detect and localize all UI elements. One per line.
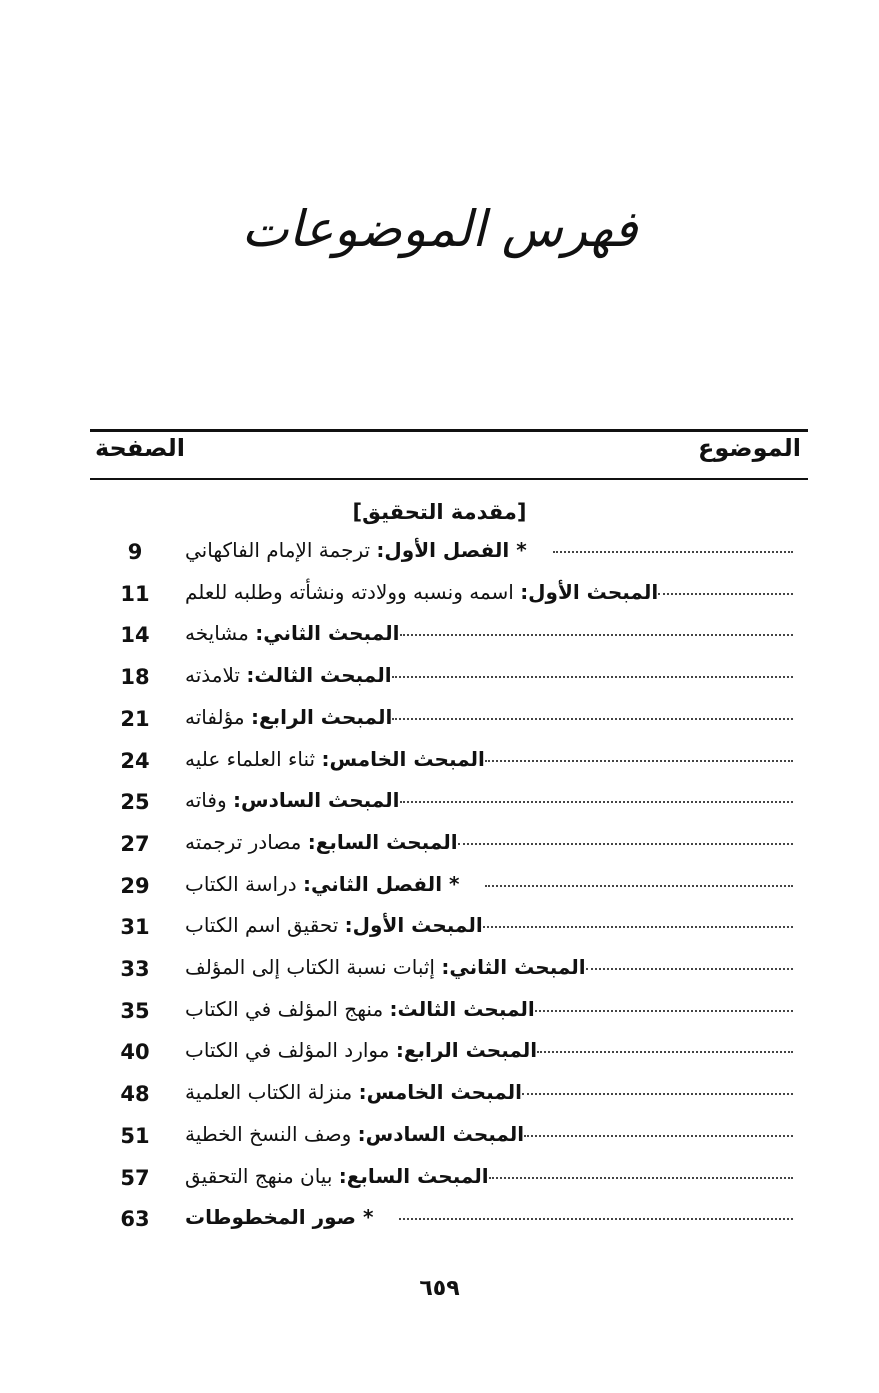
toc-row: [0, 1078, 879, 1120]
toc-row: [0, 1036, 879, 1078]
toc-entry: [185, 1122, 801, 1146]
toc-label-lead: المبحث السادس:: [232, 788, 400, 813]
toc-label-lead: * الفصل الثاني:: [302, 871, 460, 896]
toc-page-number: 31: [120, 915, 150, 940]
toc-page-number: 21: [120, 706, 150, 731]
toc-label-lead: المبحث الثالث:: [246, 663, 392, 688]
toc-label: [185, 955, 586, 979]
toc-page-number: 18: [120, 665, 150, 690]
toc-leader-dots: [399, 1218, 793, 1220]
toc-label-text: مصادر ترجمته: [185, 829, 302, 854]
page-number: ٦٥٩: [419, 1276, 460, 1301]
toc-label: [185, 663, 392, 687]
toc-label-lead: المبحث الأول:: [344, 913, 483, 938]
toc-row: [0, 1162, 879, 1204]
toc-entry: [185, 621, 801, 645]
toc-row: [0, 1120, 879, 1162]
toc-label-text: إثبات نسبة الكتاب إلى المؤلف: [185, 955, 435, 979]
toc-label: [185, 1205, 399, 1229]
toc-label-lead: المبحث الأول:: [520, 579, 659, 604]
toc-leader-dots: [586, 968, 793, 970]
toc-leader-dots: [524, 1135, 793, 1137]
toc-entry: [185, 1038, 801, 1062]
toc-leader-dots: [485, 885, 793, 887]
toc-entry: [185, 1205, 801, 1229]
toc-row: [0, 619, 879, 661]
toc-label: [185, 788, 400, 812]
toc-label: [185, 621, 400, 645]
toc-page-number: 29: [120, 873, 150, 898]
toc-row: [0, 828, 879, 870]
header-bottom-rule: [90, 478, 808, 480]
toc-label: [185, 1122, 524, 1146]
toc-entry: [185, 872, 801, 896]
toc-page-number: 35: [120, 998, 150, 1023]
toc-leader-dots: [400, 801, 793, 803]
toc-label-lead: المبحث الثاني:: [255, 621, 400, 646]
toc-label-lead: المبحث الثالث:: [389, 996, 535, 1021]
toc-label-lead: المبحث الثاني:: [441, 955, 586, 979]
toc-page-number: 25: [120, 790, 150, 815]
toc-page-number: 57: [120, 1165, 150, 1190]
toc-page-number: 9: [127, 540, 143, 564]
toc-row: [0, 870, 879, 912]
toc-label-text: موارد المؤلف في الكتاب: [185, 1038, 390, 1063]
column-header-topic: الموضوع: [697, 434, 801, 462]
column-header-page: الصفحة: [95, 434, 186, 462]
toc-row: [0, 536, 879, 578]
toc-row: [0, 786, 879, 828]
toc-label: [185, 1038, 537, 1062]
toc-leader-dots: [658, 593, 793, 595]
toc-entry: [185, 830, 801, 854]
toc-page-number: 33: [120, 957, 150, 981]
toc-label-lead: المبحث الخامس:: [358, 1080, 523, 1105]
toc-entry: [185, 1080, 801, 1104]
toc-leader-dots: [553, 551, 793, 553]
header-top-rule: [90, 429, 808, 432]
toc-row: [0, 1203, 879, 1245]
toc-leader-dots: [392, 718, 793, 720]
toc-row: [0, 953, 879, 995]
toc-entry: [185, 663, 801, 687]
toc-row: [0, 745, 879, 787]
section-heading: [مقدمة التحقيق]: [352, 500, 527, 524]
toc-leader-dots: [535, 1010, 793, 1012]
toc-page-number: 51: [120, 1123, 150, 1148]
toc-entry: [185, 538, 801, 562]
toc-row: [0, 911, 879, 953]
toc-label: [185, 997, 535, 1021]
toc-label-text: وفاته: [185, 788, 227, 813]
toc-leader-dots: [485, 760, 793, 762]
toc-leader-dots: [400, 634, 794, 636]
toc-leader-dots: [522, 1093, 793, 1095]
toc-label-lead: المبحث السادس:: [357, 1121, 525, 1146]
toc-label: [185, 830, 458, 854]
toc-leader-dots: [537, 1051, 793, 1053]
toc-page-number: 27: [120, 831, 150, 856]
toc-entry: [185, 955, 801, 979]
toc-label-text: ثناء العلماء عليه: [185, 746, 316, 771]
toc-leader-dots: [489, 1177, 793, 1179]
toc-leader-dots: [483, 926, 793, 928]
toc-label-lead: المبحث الرابع:: [395, 1038, 538, 1063]
toc-label: [185, 872, 485, 896]
toc-label-lead: المبحث الرابع:: [251, 704, 393, 729]
toc-label: [185, 913, 483, 937]
toc-label-text: تلامذته: [185, 663, 240, 688]
toc-page-number: 40: [120, 1040, 150, 1065]
toc-label-text: مشايخه: [185, 621, 249, 646]
toc-label-lead: المبحث السابع:: [307, 829, 458, 854]
toc-label-lead: * صور المخطوطات: [185, 1205, 374, 1230]
toc-row: [0, 578, 879, 620]
toc-entry: [185, 913, 801, 937]
toc-label-text: مؤلفاته: [185, 704, 245, 729]
toc-leader-dots: [458, 843, 793, 845]
toc-row: [0, 661, 879, 703]
toc-entry: [185, 1164, 801, 1188]
toc-row: [0, 995, 879, 1037]
toc-entry: [185, 997, 801, 1021]
toc-entry: [185, 580, 801, 604]
toc-label-text: دراسة الكتاب: [185, 871, 297, 896]
toc-page-number: 48: [120, 1082, 150, 1107]
toc-label: [185, 538, 553, 562]
toc-label-text: تحقيق اسم الكتاب: [185, 913, 339, 938]
toc-label-text: اسمه ونسبه وولادته ونشأته وطلبه للعلم: [185, 579, 514, 604]
toc-label-text: منزلة الكتاب العلمية: [185, 1080, 353, 1105]
toc-page-number: 63: [120, 1207, 150, 1232]
toc-label-text: ترجمة الإمام الفاكهاني: [185, 538, 371, 562]
toc-label: [185, 580, 658, 604]
toc-entry: [185, 705, 801, 729]
toc-label: [185, 1164, 489, 1188]
toc-label-text: وصف النسخ الخطية: [185, 1121, 352, 1146]
toc-page-number: 14: [120, 623, 150, 648]
page-title: فهرس الموضوعات: [241, 200, 638, 258]
toc-label: [185, 1080, 522, 1104]
toc-entry: [185, 788, 801, 812]
toc-label: [185, 747, 485, 771]
toc-label-text: منهج المؤلف في الكتاب: [185, 996, 384, 1021]
toc-leader-dots: [392, 676, 793, 678]
toc-page-number: 11: [120, 581, 150, 606]
toc-label-lead: * الفصل الأول:: [376, 538, 527, 562]
toc-label-lead: المبحث السابع:: [338, 1163, 489, 1188]
toc-label-lead: المبحث الخامس:: [321, 746, 485, 771]
toc-page-number: 24: [120, 748, 150, 773]
toc-label-text: بيان منهج التحقيق: [185, 1163, 333, 1188]
toc-entry: [185, 747, 801, 771]
toc-label: [185, 705, 392, 729]
toc-row: [0, 703, 879, 745]
